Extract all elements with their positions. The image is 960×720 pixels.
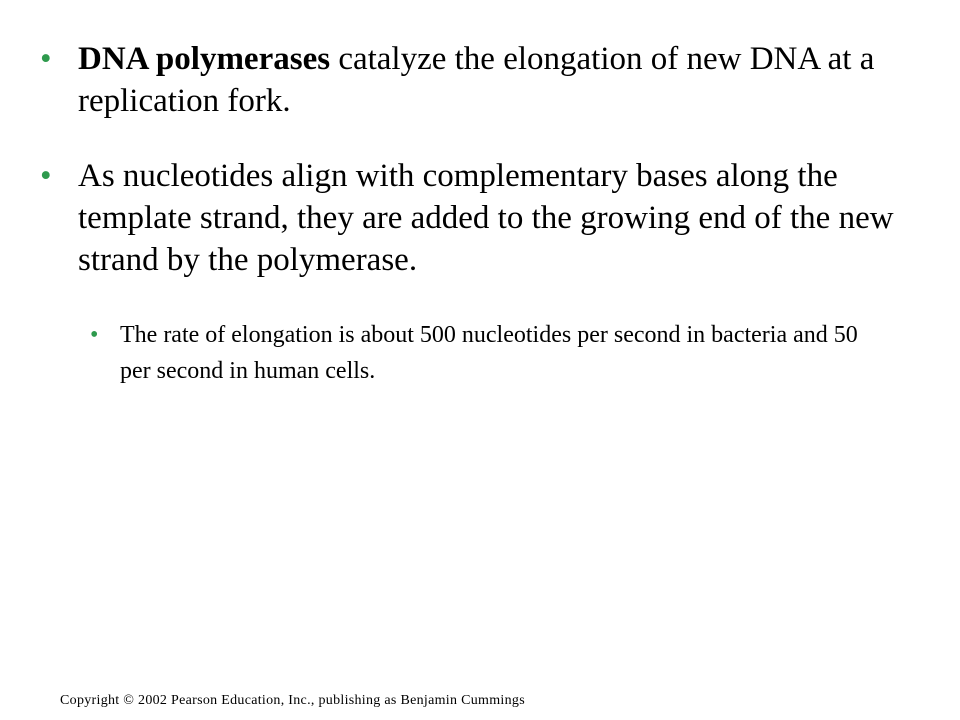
bullet-marker: • xyxy=(40,41,52,77)
bullet-item-dna-polymerases xyxy=(40,38,920,122)
bullet-text xyxy=(78,38,920,122)
sub-bullet-marker: • xyxy=(90,322,99,348)
sub-bullet-item-rate xyxy=(90,317,890,389)
bullet-marker: • xyxy=(40,158,52,194)
bullet-item-nucleotides xyxy=(40,155,920,281)
sub-bullet-text: The rate of elongation is about 500 nucleotides per second in bacteria and 50 per second in human cells. xyxy=(120,322,858,384)
bullet-body: catalyze the elongation of new DNA at a replication fork. xyxy=(78,41,875,119)
bullet-bold-term: DNA polymerases xyxy=(78,41,331,77)
copyright-footer: Copyright © 2002 Pearson Education, Inc., publishing as Benjamin Cummings xyxy=(60,693,525,708)
bullet-text: As nucleotides align with complementary bases along the template strand, they are added to the growing end of the new strand by the polymerase. xyxy=(78,158,894,278)
